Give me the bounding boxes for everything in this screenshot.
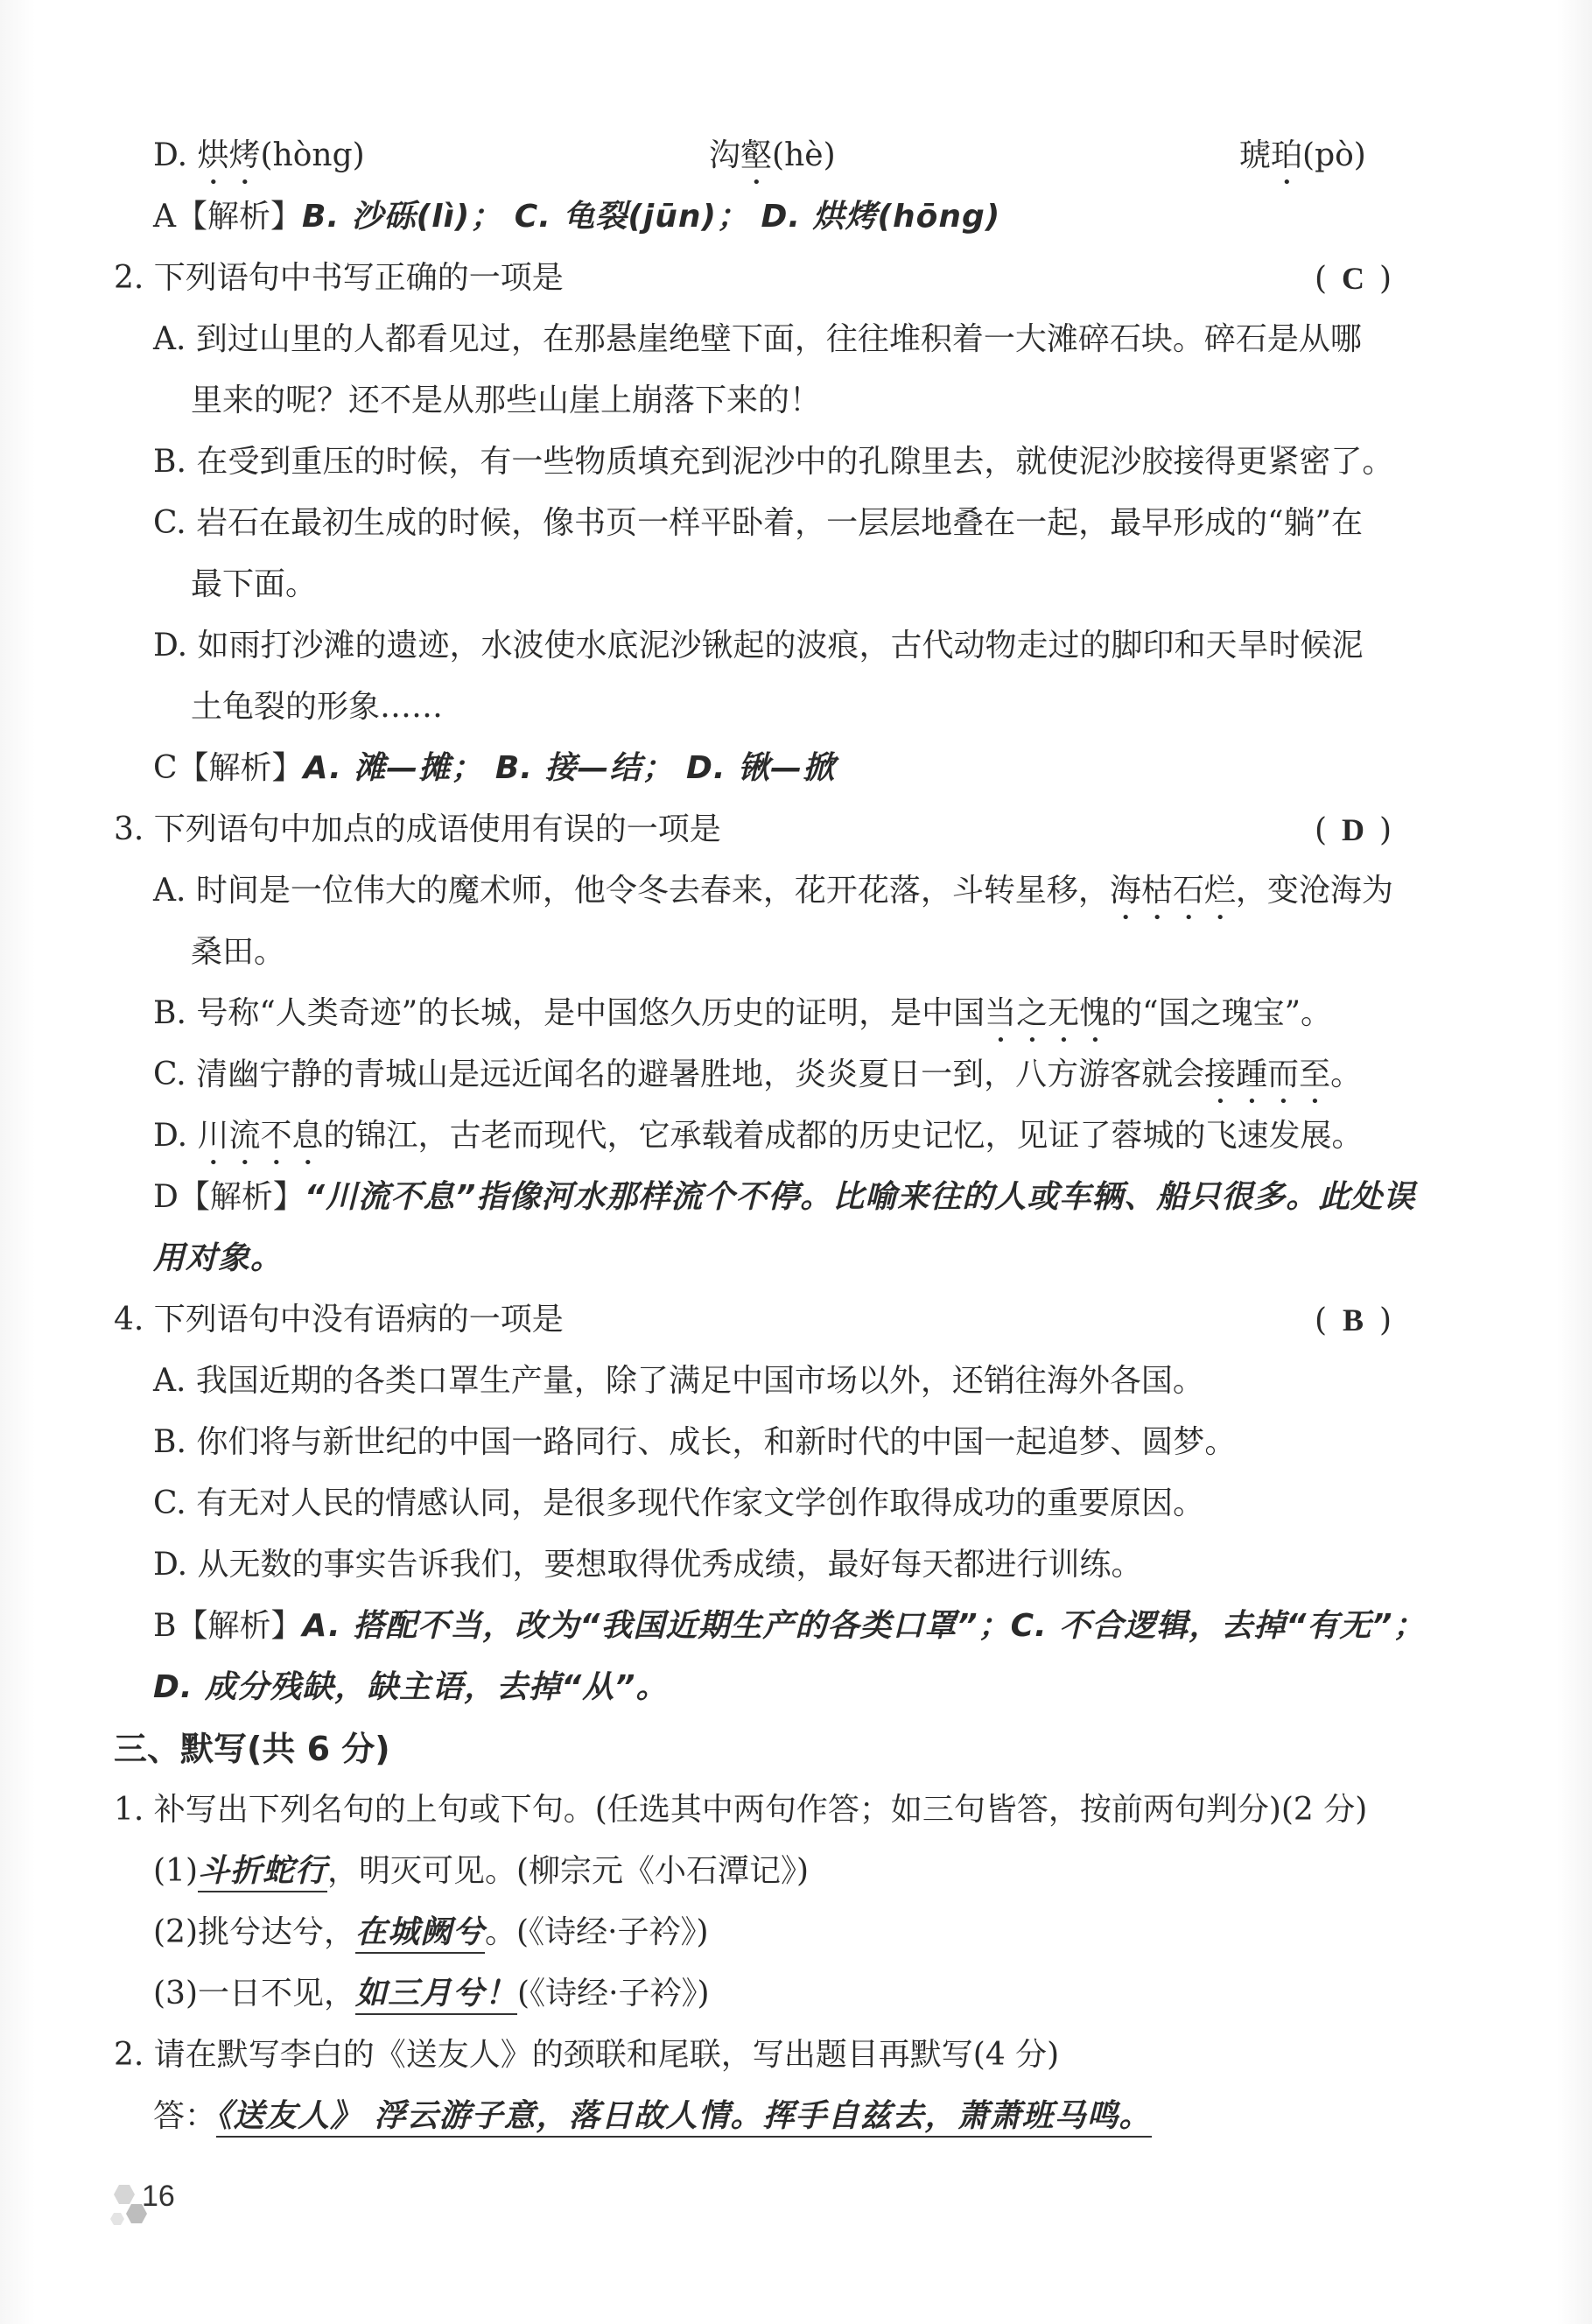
s3-q1-item1: (1)斗折蛇行，明灭可见。(柳宗元《小石潭记》) bbox=[153, 1849, 809, 1894]
handwritten-answer: 在城阙兮 bbox=[355, 1914, 485, 1954]
q4-analysis-line2: D. 成分残缺，缺主语，去掉“从”。 bbox=[153, 1669, 669, 1705]
q4-option-c: C. 有无对人民的情感认同，是很多现代作家文学创作取得成功的重要原因。 bbox=[153, 1485, 1205, 1521]
s3-q2-stem: 2. 请在默写李白的《送友人》的颈联和尾联，写出题目再默写(4 分) bbox=[114, 2037, 1060, 2073]
q3-answer-letter: D bbox=[1342, 812, 1365, 847]
q2-option-a-line2: 里来的呢？还不是从那些山崖上崩落下来的！ bbox=[191, 383, 822, 418]
dotted-idiom: 当之无愧 bbox=[985, 995, 1112, 1031]
q3-option-c: C. 清幽宁静的青城山是远近闻名的避暑胜地，炎炎夏日一到，八方游客就会接踵而至。 bbox=[153, 1057, 1363, 1092]
q1-option-d-word3: 琥珀(pò) bbox=[1239, 137, 1366, 173]
q2-option-d-line1: D. 如雨打沙滩的遗迹，水波使水底泥沙锹起的波痕，古代动物走过的脚印和天旱时候泥 bbox=[153, 628, 1364, 663]
q4-answer-letter: B bbox=[1343, 1302, 1364, 1338]
q3-option-d: D. 川流不息的锦江，古老而现代，它承载着成都的历史记忆，见证了蓉城的飞速发展。 bbox=[153, 1118, 1364, 1154]
q2-option-b: B. 在受到重压的时候，有一些物质填充到泥沙中的孔隙里去，就使泥沙胶接得更紧密了。 bbox=[153, 444, 1394, 480]
q3-answer-box: ( D ) bbox=[1315, 807, 1392, 853]
q2-option-c-line1: C. 岩石在最初生成的时候，像书页一样平卧着，一层层地叠在一起，最早形成的“躺”在 bbox=[153, 505, 1363, 541]
q1-option-d: D. 烘烤(hòng) bbox=[153, 137, 365, 173]
q4-option-a: A. 我国近期的各类口罩生产量，除了满足中国市场以外，还销往海外各国。 bbox=[153, 1363, 1204, 1399]
q1-analysis: A【解析】B. 沙砾(lì)； C. 龟裂(jūn)； D. 烘烤(hōng) bbox=[153, 199, 1001, 235]
q2-stem: 2. 下列语句中书写正确的一项是 bbox=[114, 260, 564, 296]
s3-q1-item2: (2)挑兮达兮，在城阙兮。(《诗经·子衿》) bbox=[153, 1910, 709, 1955]
q3-option-a-line2: 桑田。 bbox=[191, 934, 286, 970]
q3-stem: 3. 下列语句中加点的成语使用有误的一项是 bbox=[114, 811, 721, 847]
handwritten-answer: 斗折蛇行 bbox=[198, 1853, 327, 1892]
q4-analysis-line1: B【解析】A. 搭配不当，改为“我国近期生产的各类口罩”；C. 不合逻辑，去掉“有无”； bbox=[153, 1608, 1426, 1644]
handwritten-answer: 《送友人》 浮云游子意，落日故人情。挥手自兹去，萧萧班马鸣。 bbox=[216, 2098, 1152, 2138]
q4-stem: 4. 下列语句中没有语病的一项是 bbox=[114, 1302, 564, 1338]
q4-answer-box: ( B ) bbox=[1315, 1297, 1392, 1344]
section-title: 三、默写(共 6 分) bbox=[114, 1730, 390, 1768]
q1-option-d-word2: 沟壑(hè) bbox=[709, 137, 836, 173]
q3-option-a-line1: A. 时间是一位伟大的魔术师，他令冬去春来，花开花落，斗转星移，海枯石烂，变沧海为 bbox=[153, 873, 1393, 909]
q3-option-b: B. 号称“人类奇迹”的长城，是中国悠久历史的证明，是中国当之无愧的“国之瑰宝”。 bbox=[153, 995, 1332, 1031]
dotted-idiom: 川流不息 bbox=[197, 1118, 324, 1154]
dotted-idiom: 接踵而至 bbox=[1204, 1057, 1331, 1092]
page-number: 16 bbox=[142, 2180, 175, 2213]
dotted-idiom: 海枯石烂 bbox=[1109, 873, 1236, 909]
q2-analysis: C【解析】A. 滩—摊； B. 接—结； D. 锹—掀 bbox=[153, 750, 836, 786]
q2-option-a-line1: A. 到过山里的人都看见过，在那悬崖绝壁下面，往往堆积着一大滩碎石块。碎石是从哪 bbox=[153, 321, 1362, 357]
q4-option-d: D. 从无数的事实告诉我们，要想取得优秀成绩，最好每天都进行训练。 bbox=[153, 1547, 1143, 1583]
q4-option-b: B. 你们将与新世纪的中国一路同行、成长，和新时代的中国一起追梦、圆梦。 bbox=[153, 1424, 1237, 1460]
handwritten-answer: 如三月兮！ bbox=[355, 1976, 517, 2015]
s3-q1-item3: (3)一日不见，如三月兮！(《诗经·子衿》) bbox=[153, 1971, 710, 2017]
s3-q1-stem: 1. 补写出下列名句的上句或下句。(任选其中两句作答；如三句皆答，按前两句判分)(2 分) bbox=[114, 1792, 1368, 1828]
s3-q2-answer: 答：《送友人》 浮云游子意，落日故人情。挥手自兹去，萧萧班马鸣。 bbox=[153, 2094, 1152, 2139]
q3-analysis-line2: 用对象。 bbox=[153, 1240, 284, 1276]
q2-answer-letter: C bbox=[1342, 261, 1365, 296]
q2-option-d-line2: 土龟裂的形象…… bbox=[191, 689, 444, 725]
q2-answer-box: ( C ) bbox=[1315, 256, 1392, 302]
q2-option-c-line2: 最下面。 bbox=[191, 566, 318, 602]
q3-analysis-line1: D【解析】“川流不息”指像河水那样流个不停。比喻来往的人或车辆、船只很多。此处误 bbox=[153, 1179, 1416, 1215]
